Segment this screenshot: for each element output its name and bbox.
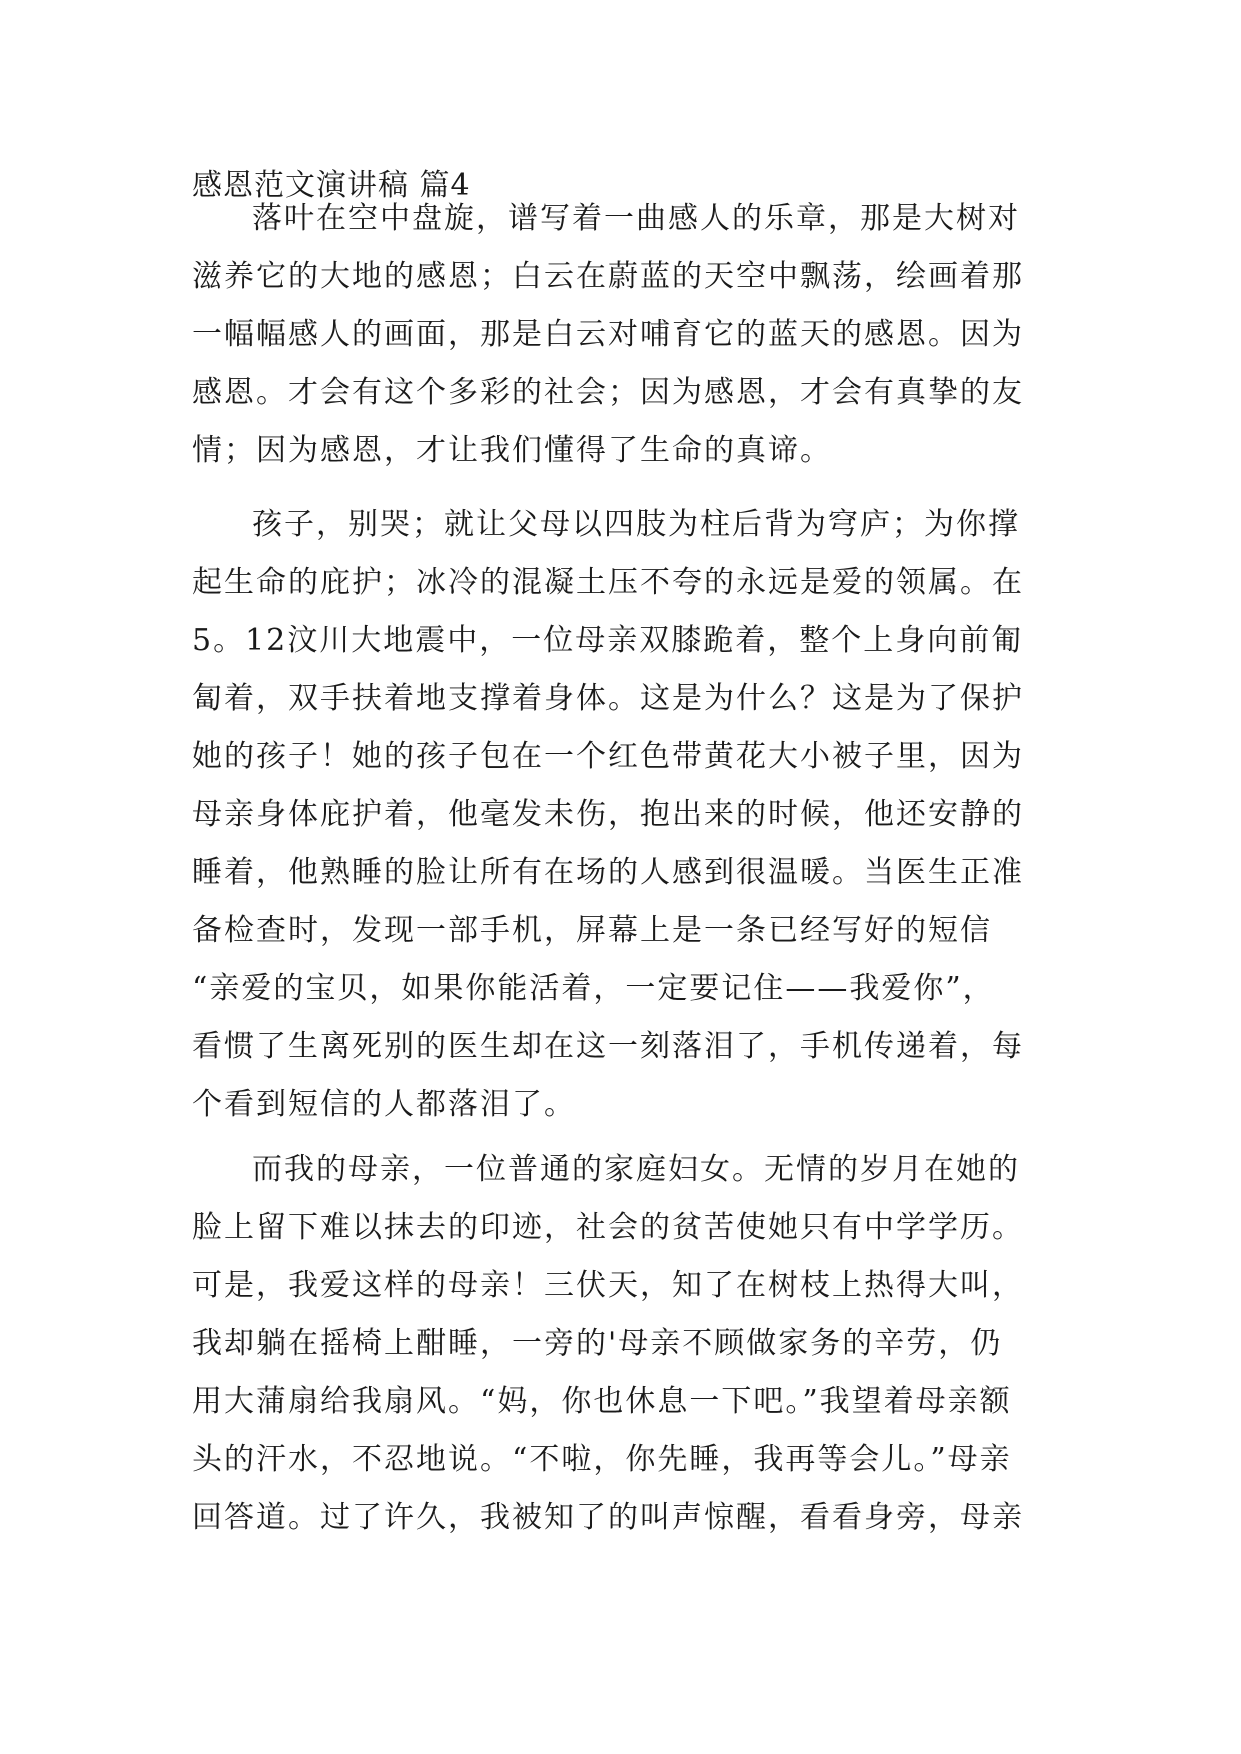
paragraph-line: 个看到短信的人都落泪了。 bbox=[192, 1087, 576, 1122]
paragraph-line: 孩子，别哭；就让父母以四肢为柱后背为穹庐；为你撑 bbox=[252, 507, 1020, 542]
paragraph-line: 情；因为感恩，才让我们懂得了生命的真谛。 bbox=[192, 433, 832, 468]
paragraph-line: 而我的母亲，一位普通的家庭妇女。无情的岁月在她的 bbox=[252, 1152, 1020, 1187]
paragraph-line: 我却躺在摇椅上酣睡，一旁的'母亲不顾做家务的辛劳，仍 bbox=[192, 1326, 1003, 1361]
paragraph-line: 睡着，他熟睡的脸让所有在场的人感到很温暖。当医生正准 bbox=[192, 855, 1024, 890]
paragraph-line: 母亲身体庇护着，他毫发未伤，抱出来的时候，他还安静的 bbox=[192, 797, 1024, 832]
paragraph-line: 落叶在空中盘旋，谱写着一曲感人的乐章，那是大树对 bbox=[252, 201, 1020, 236]
paragraph-line: 看惯了生离死别的医生却在这一刻落泪了，手机传递着，每 bbox=[192, 1029, 1024, 1064]
paragraph-line: 她的孩子！她的孩子包在一个红色带黄花大小被子里，因为 bbox=[192, 739, 1024, 774]
paragraph-line: 5。12汶川大地震中，一位母亲双膝跪着，整个上身向前匍 bbox=[192, 623, 1024, 658]
paragraph-line: 一幅幅感人的画面，那是白云对哺育它的蓝天的感恩。因为 bbox=[192, 317, 1024, 352]
paragraph-line: 头的汗水，不忍地说。“不啦，你先睡，我再等会儿。”母亲 bbox=[192, 1442, 1012, 1477]
paragraph-3 bbox=[192, 1141, 1024, 1547]
paragraph-2 bbox=[192, 496, 1024, 1134]
paragraph-line: 感恩。才会有这个多彩的社会；因为感恩，才会有真挚的友 bbox=[192, 375, 1024, 410]
paragraph-line: 备检查时，发现一部手机，屏幕上是一条已经写好的短信 bbox=[192, 913, 992, 948]
paragraph-line: 匐着，双手扶着地支撑着身体。这是为什么？这是为了保护 bbox=[192, 681, 1024, 716]
paragraph-line: 脸上留下难以抹去的印迹，社会的贫苦使她只有中学学历。 bbox=[192, 1210, 1024, 1245]
paragraph-line: 滋养它的大地的感恩；白云在蔚蓝的天空中飘荡，绘画着那 bbox=[192, 259, 1024, 294]
paragraph-line: 回答道。过了许久，我被知了的叫声惊醒，看看身旁，母亲 bbox=[192, 1500, 1024, 1535]
paragraph-line: 可是，我爱这样的母亲！三伏天，知了在树枝上热得大叫， bbox=[192, 1268, 1024, 1303]
paragraph-line: 起生命的庇护；冰冷的混凝土压不夸的永远是爱的领属。在 bbox=[192, 565, 1024, 600]
paragraph-line: 用大蒲扇给我扇风。“妈，你也休息一下吧。”我望着母亲额 bbox=[192, 1384, 1012, 1419]
paragraph-line: “亲爱的宝贝，如果你能活着，一定要记住——我爱你”， bbox=[192, 971, 995, 1006]
document-title: 感恩范文演讲稿 篇4 bbox=[192, 168, 471, 203]
paragraph-1 bbox=[192, 190, 1024, 480]
